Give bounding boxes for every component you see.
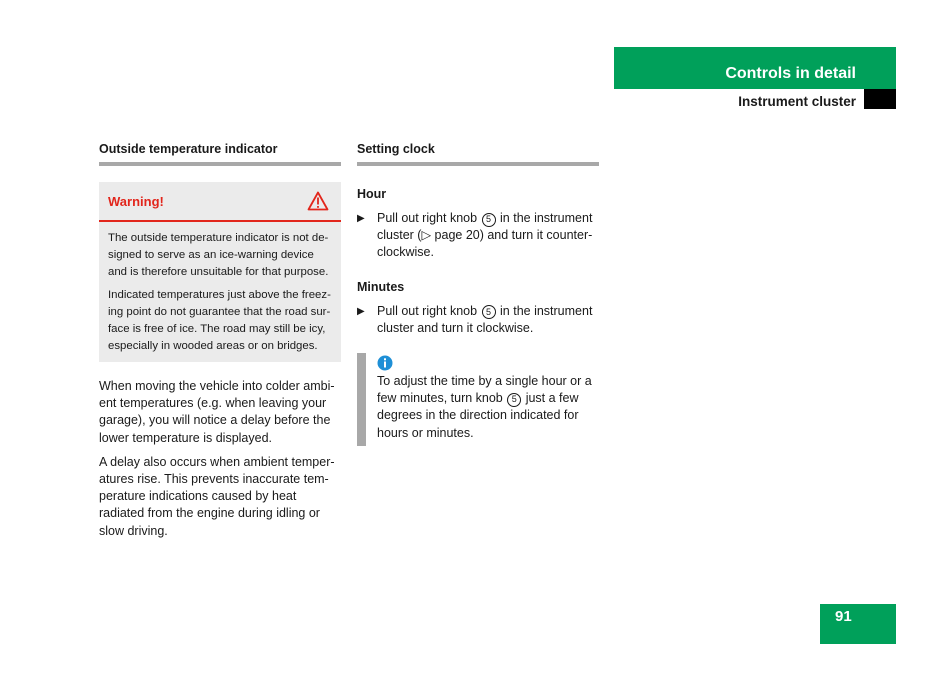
info-icon [377,353,393,371]
page-number: 91 [820,604,896,644]
subsection-marker [864,89,896,109]
body-paragraph: When moving the vehicle into colder ambi-ent temperatures (e.g. when leaving your garage), you will notice a delay before the lower temperature is displayed. [99,379,335,445]
hour-subheading: Hour [357,187,387,201]
info-text: To adjust the time by a single hour or a few minutes, turn knob 5 just a few degrees in the direction indicated for hours or minutes. [377,374,592,440]
warning-paragraph: Indicated temperatures just above the freez-ing point do not guarantee that the road sur-face is free of ice. The road may still be icy, especially in wooded areas or on bridges. [108,289,331,352]
setting-clock-heading: Setting clock [357,142,599,166]
minutes-step-text: Pull out right knob 5 in the instrument cluster and turn it clockwise. [377,303,593,335]
hour-step [357,210,599,262]
knob-number-icon: 5 [482,305,496,319]
minutes-step [357,303,599,337]
knob-number-icon: 5 [507,393,521,407]
section-tab [614,47,896,89]
section-title: Controls in detail [725,65,856,82]
warning-triangle-icon [307,191,329,211]
outside-temperature-heading: Outside temperature indicator [99,142,341,166]
minutes-subheading: Minutes [357,279,405,294]
left-column [99,142,341,540]
body-paragraph: A delay also occurs when ambient temper-atures rise. This prevents inaccurate tem-perature indications caused by heat radiated from the engine during idling or slow driving. [99,454,335,538]
middle-column [357,142,599,446]
info-box [357,353,599,446]
warning-header [99,182,341,222]
subsection-title: Instrument cluster [738,94,856,109]
warning-paragraph: The outside temperature indicator is not de-signed to serve as an ice-warning device and is therefore unsuitable for that purpose. [108,232,329,278]
bullet-arrow-icon: ▶ [357,213,365,224]
hour-step-text: Pull out right knob 5 in the instrument cluster (▷ page 20) and turn it counter-clockwise. [377,211,593,260]
warning-box [99,182,341,362]
warning-title: Warning! [108,193,164,209]
bullet-arrow-icon: ▶ [357,305,365,317]
knob-number-icon: 5 [482,213,496,227]
